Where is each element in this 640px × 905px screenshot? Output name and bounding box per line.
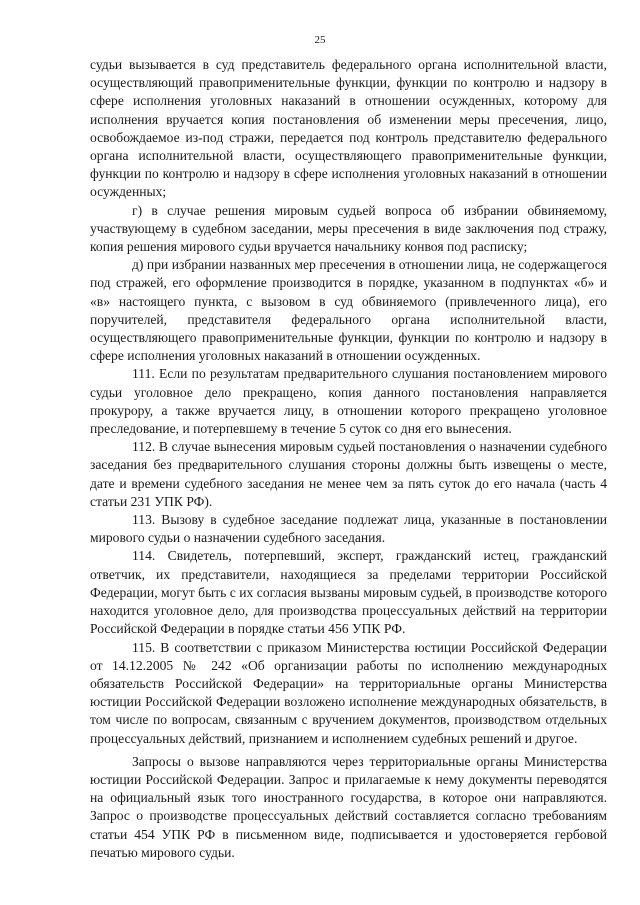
paragraph-115: 115. В соответствии с приказом Министерства юстиции Российской Федерации от 14.12.2005 № 242 «Об организации работы по исполнению международных обязательств Российской Федерации» на территориальные органы Министерства юстиции Российской Федерации возложено исполнение международных обязательств, в том числе по вопросам, связанным с вручением документов, производством отдельных процессуальных действий, признанием и исполнением судебных решений и другое. [90, 639, 607, 746]
page-number: 25 [314, 34, 326, 46]
paragraph-continuation: судьи вызывается в суд представитель федерального органа исполнительной власти, осуществляющий правоприменительные функции, функции по контролю и надзору в сфере исполнения уголовных наказаний в отношении осужденных, которому для исполнения вручается копия постановления об изменении меры пресечения, лицо, освобождаемое из-под стражи, передается под контроль представителю федерального органа исполнительной власти, осуществляющего правоприменительные функции, функции по контролю и надзору в сфере исполнения уголовных наказаний в отношении осужденных; [90, 57, 607, 200]
paragraph-subitem-g: г) в случае решения мировым судьей вопроса об избрании обвиняемому, участвующему в судебном заседании, меры пресечения в виде заключения под стражу, копия решения мирового судьи вручается начальнику конвоя под расписку; [90, 202, 607, 255]
paragraph-112: 112. В случае вынесения мировым судьей постановления о назначении судебного заседания без предварительного слушания стороны должны быть извещены о месте, дате и времени судебного заседания не менее чем за пять суток до его начала (часть 4 статьи 231 УПК РФ). [90, 439, 607, 509]
paragraph-113: 113. Вызову в судебное заседание подлежат лица, указанные в постановлении мирового судьи о назначении судебного заседания. [90, 512, 607, 546]
document-body [90, 56, 607, 862]
paragraph-subitem-d: д) при избрании названных мер пресечения в отношении лица, не содержащегося под стражей, его оформление производится в порядке, указанном в подпунктах «б» и «в» настоящего пункта, с вызовом в суд обвиняемого (привлеченного лица), его поручителей, представителя федерального органа исполнительной власти, осуществляющего правоприменительные функции, функции по контролю и надзору в сфере исполнения уголовных наказаний в отношении осужденных. [90, 257, 607, 364]
paragraph-111: 111. Если по результатам предварительного слушания постановлением мирового судьи уголовное дело прекращено, копия данного постановления направляется прокурору, а также вручается лицу, в отношении которого прекращено уголовное преследование, и потерпевшему в течение 5 суток со дня его вынесения. [90, 366, 607, 437]
paragraph-114: 114. Свидетель, потерпевший, эксперт, гражданский истец, гражданский ответчик, их представители, находящиеся за пределами территории Российской Федерации, могут быть с их согласия вызваны мировым судьей, в производстве которого находится уголовное дело, для производства процессуальных действий на территории Российской Федерации в порядке статьи 456 УПК РФ. [90, 548, 607, 637]
paragraph-requests: Запросы о вызове направляются через территориальные органы Министерства юстиции Российской Федерации. Запрос и прилагаемые к нему документы переводятся на официальный язык того иностранного государства, в которое они направляются. Запрос о производстве процессуальных действий составляется согласно требованиям статьи 454 УПК РФ в письменном виде, подписывается и удостоверяется гербовой печатью мирового судьи. [90, 753, 607, 860]
